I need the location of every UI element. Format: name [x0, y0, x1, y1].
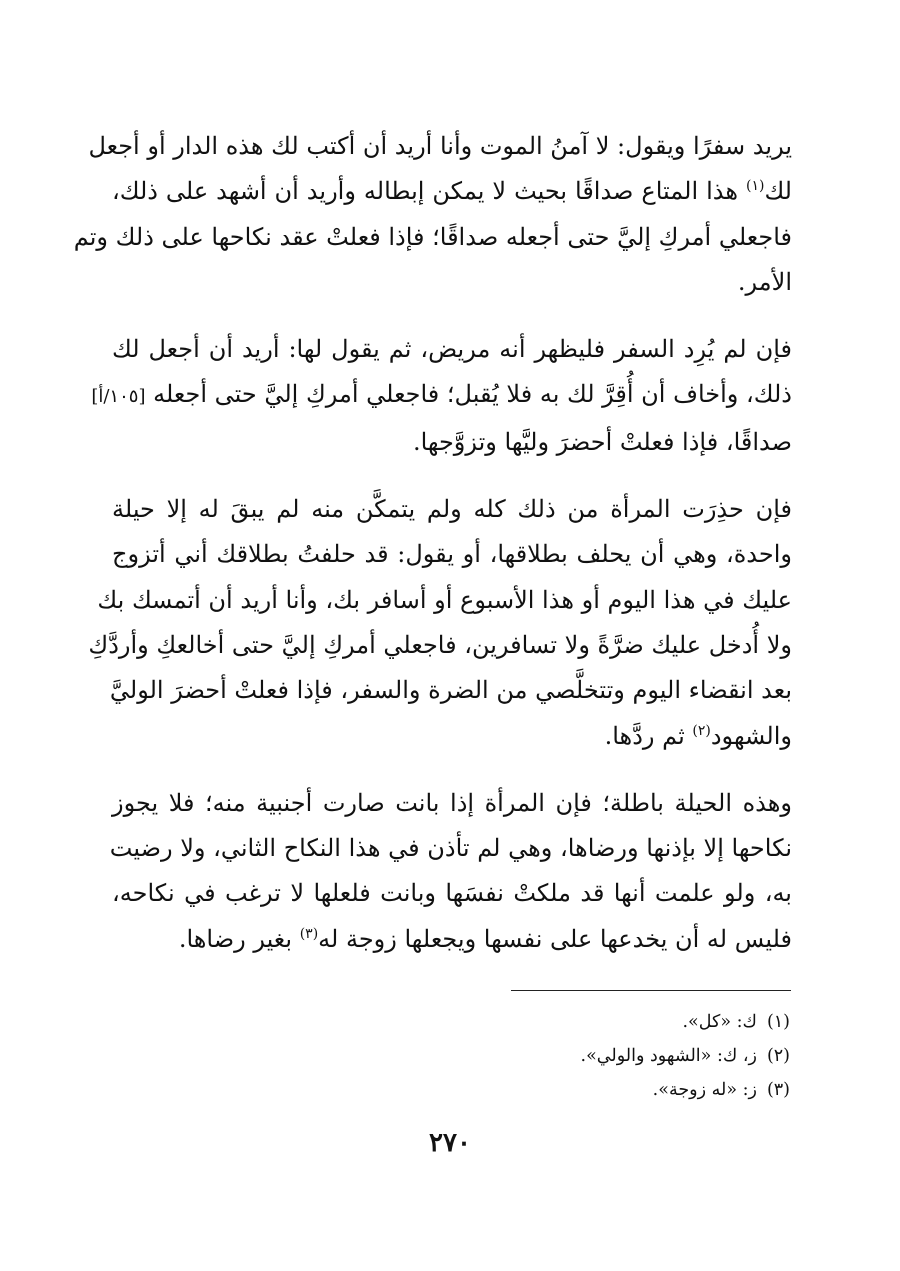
text-line: فإن حذِرَت المرأة من ذلك كله ولم يتمكَّن منه لم يبقَ له إلا حيلة	[112, 495, 792, 524]
footnote-text: ز، ك: «الشهود والولي».	[580, 1046, 757, 1066]
text-line: لك$^{(١)}$ هذا المتاع صداقًا بحيث لا يمكن إبطاله وأريد أن أشهد على ذلك،	[112, 177, 792, 206]
text-line: صداقًا، فإذا فعلتْ أحضرَ وليَّها وتزوَّجها.	[412, 427, 792, 456]
paragraph-4	[109, 781, 792, 962]
footnote-separator	[511, 990, 791, 991]
text-line: فاجعلي أمركِ إليَّ حتى أجعله صداقًا؛ فإذا فعلتْ عقد نكاحها على ذلك وتم	[73, 222, 792, 251]
text-line: نكاحها إلا بإذنها ورضاها، وهي لم تأذن في هذا النكاح الثاني، ولا رضيت	[109, 834, 792, 863]
text-line: فإن لم يُرِد السفر فليظهر أنه مريض، ثم يقول لها: أريد أن أجعل لك	[112, 335, 792, 364]
paragraph-1	[73, 124, 792, 305]
text-line: ولا أُدخل عليك ضرَّةً ولا تسافرين، فاجعلي أمركِ إليَّ حتى أخالعكِ وأردَّكِ	[88, 630, 792, 659]
text-line: ذلك، وأخاف أن أُقِرَّ لك به فلا يُقبل؛ فاجعلي أمركِ إليَّ حتى أجعله [١٠٥/أ]	[91, 380, 792, 409]
footnote-2	[380, 1039, 790, 1073]
main-text	[73, 124, 792, 984]
footnote-marker-1: (١)	[745, 178, 765, 195]
paragraph-3	[88, 487, 792, 759]
footnote-text: ز: «له زوجة».	[652, 1080, 757, 1100]
text-line: عليك في هذا اليوم أو هذا الأسبوع أو أسافر بك، وأنا أريد أن أتمسك بك	[97, 585, 792, 614]
text-line: وهذه الحيلة باطلة؛ فإن المرأة إذا بانت صارت أجنبية منه؛ فلا يجوز	[112, 788, 792, 817]
footnote-1	[380, 1005, 790, 1039]
footnote-text: ك: «كل».	[682, 1012, 757, 1032]
folio-reference: [١٠٥/أ]	[91, 386, 146, 408]
text-line: الأمر.	[737, 267, 792, 296]
footnote-number: (٢)	[766, 1046, 790, 1066]
footnote-marker-3: (٣)	[299, 925, 319, 942]
footnote-marker-2: (٢)	[692, 722, 711, 739]
paragraph-2	[91, 327, 792, 465]
footnote-number: (١)	[766, 1012, 790, 1032]
text-line: والشهود$^{(٢)}$ ثم ردَّها.	[604, 721, 792, 750]
footnote-3	[380, 1073, 790, 1107]
text-line: فليس له أن يخدعها على نفسها ويجعلها زوجة له$^{(٣)}$ بغير رضاها.	[178, 924, 792, 953]
text-line: به، ولو علمت أنها قد ملكتْ نفسَها وبانت فلعلها لا ترغب في نكاحه،	[112, 879, 792, 908]
text-line: بعد انقضاء اليوم وتتخلَّصي من الضرة والسفر، فإذا فعلتْ أحضرَ الوليَّ	[109, 676, 792, 705]
page-number: ٢٧٠	[429, 1128, 471, 1158]
text-line: يريد سفرًا ويقول: لا آمنُ الموت وأنا أريد أن أكتب لك هذه الدار أو أجعل	[88, 132, 792, 160]
footnote-number: (٣)	[766, 1080, 790, 1100]
footnotes	[380, 1005, 790, 1107]
text-line: واحدة، وهي أن يحلف بطلاقها، أو يقول: قد حلفتُ بطلاقك أني أتزوج	[112, 540, 792, 569]
